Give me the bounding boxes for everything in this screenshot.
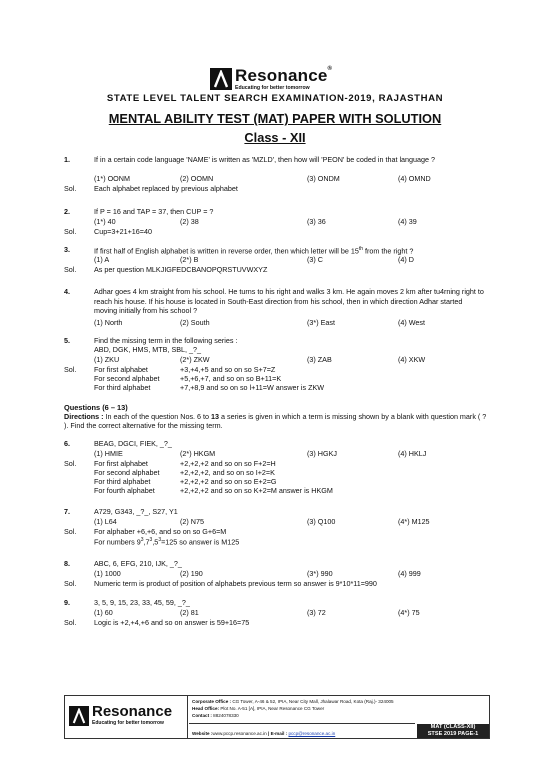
question-6 [0,439,550,499]
question-number: 3. [64,245,70,254]
footer-logo-tagline: Educating for better tomorrow [92,720,164,726]
question-number: 1. [64,155,70,164]
solution-line-label: For first alphabet [94,365,148,374]
solution-text: For numbers $9^3,7^3,5^3=125$ so answer is M125 [94,537,240,547]
option-3: (3) HGKJ [307,449,337,458]
solution-line-value: +5,+6,+7, and so on so B+11=K [180,374,282,383]
website-link[interactable]: www.pccp.resonance.ac.in [212,731,267,736]
badge-class: MAT (CLASS-XII) [430,724,476,730]
solution-label: Sol. [64,618,77,627]
option-3: (3*) East [307,318,335,327]
email-link[interactable]: pccp@resonance.ac.in [288,731,336,736]
solution-label: Sol. [64,227,77,236]
question-7 [0,507,550,547]
solution-line-value: +3,+4,+5 and so on so S+7=Z [180,365,276,374]
page-footer [64,695,490,739]
option-2: (2) N75 [180,517,204,526]
option-4: (4) D [398,255,414,264]
solution-line-label: For fourth alphabet [94,486,155,495]
directions-text: Directions : In each of the question Nos. 6 to 13 a series is given in which a term is missing shown by a blank with question mark ( ? ). Find the correct alternative for the missing term. [64,412,487,430]
option-1: (1) 1000 [94,569,121,578]
solution-label: Sol. [64,579,77,588]
option-2: (2*) ZKW [180,355,210,364]
solution-label: Sol. [64,365,77,374]
question-text: ABC, 6, EFG, 210, IJK, _?_ [94,559,182,568]
solution-text: Logic is +2,+4,+6 and so on answer is 59+16=75 [94,618,250,627]
question-4 [0,287,550,332]
solution-label: Sol. [64,184,77,193]
question-number: 4. [64,287,70,296]
solution-line-label: For third alphabet [94,477,151,486]
option-3: (3) C [307,255,323,264]
option-1: (1*) OONM [94,174,130,183]
solution-line-label: For second alphabet [94,468,160,477]
footer-logo [65,696,188,738]
option-2: (2) South [180,318,210,327]
option-2: (2) 38 [180,217,199,226]
badge-page: STSE 2019 PAGE-1 [427,731,479,737]
option-3: (3) ONDM [307,174,340,183]
corporate-office-line: Corporate Office : CG Tower, A-46 & 52, IPIA, Near City Mall, Jhalawar Road, Kota (Raj.)- 324005 [192,699,394,704]
question-text: A729, G343, _?_, S27, Y1 [94,507,178,516]
solution-line-value: +2,+2,+2, and so on so I+2=K [180,468,275,477]
option-1: (1) L64 [94,517,117,526]
question-3 [0,245,550,275]
footer-contact-block [189,696,415,738]
solution-label: Sol. [64,459,77,468]
option-4: (4) 39 [398,217,417,226]
question-text: If in a certain code language 'NAME' is written as 'MZLD', then how will 'PEON' be coded in that language ? [94,155,436,164]
option-3: (3) 72 [307,608,326,617]
option-4: (4*) M125 [398,517,430,526]
question-2 [0,207,550,237]
option-4: (4*) 75 [398,608,420,617]
question-number: 2. [64,207,70,216]
question-series: ABD, DGK, HMS, MTB, SBL, _?_ [94,345,202,354]
contact-line: Contact : 8824078330 [192,713,239,718]
question-1 [0,155,550,200]
option-3: (3) Q100 [307,517,336,526]
class-heading: Class - XII [244,130,306,145]
solution-text: Each alphabet replaced by previous alphabet [94,184,238,193]
option-2: (2*) B [180,255,199,264]
solution-line-label: For third alphabet [94,383,151,392]
question-text: If P = 16 and TAP = 37, then CUP = ? [94,207,214,216]
option-3: (3) ZAB [307,355,332,364]
solution-line-label: For second alphabet [94,374,160,383]
option-2: (2*) HKGM [180,449,216,458]
option-3: (3) 36 [307,217,326,226]
question-text: BEAG, DGCI, FIEK, _?_ [94,439,172,448]
exam-subheading: STATE LEVEL TALENT SEARCH EXAMINATION-2019, RAJASTHAN [106,93,444,104]
section-title: Questions (6 – 13) [64,403,128,412]
head-office-line: Head Office: Plot No. A-51 [A], IPIA, Near Resonance CG Tower [192,706,325,711]
option-1: (1*) 40 [94,217,116,226]
question-8 [0,559,550,589]
page-title: MENTAL ABILITY TEST (MAT) PAPER WITH SOLUTION [108,111,442,126]
question-text: Adhar goes 4 km straight from his school. He turns to his right and walks 3 km. He again moves 2 km after tu4rning right to reach his house. If his house is located in South-East direction from his school, then in which direction Adhar started moving initially from his school ? [94,287,484,316]
solution-label: Sol. [64,265,77,274]
resonance-logo-icon [210,68,232,90]
option-4: (4) OMND [398,174,431,183]
question-text: If first half of English alphabet is written in reverse order, then which letter will be 15th from the right ? [94,246,414,256]
logo-tagline: Educating for better tomorrow [235,85,310,91]
option-1: (1) ZKU [94,355,120,364]
web-email-line: Website :www.pccp.resonance.ac.in | E-mail : pccp@resonance.ac.in [189,723,415,737]
question-number: 6. [64,439,70,448]
option-3: (3*) 990 [307,569,333,578]
question-number: 5. [64,336,70,345]
resonance-logo-icon [69,706,89,726]
question-number: 9. [64,598,70,607]
option-4: (4) XKW [398,355,426,364]
solution-text: As per question MLKJIGFEDCBANOPQRSTUVWXYZ [94,265,268,274]
solution-line-value: +2,+2,+2 and so on so E+2=G [180,477,277,486]
footer-logo-wordmark: Resonance [92,703,173,720]
option-4: (4) 999 [398,569,421,578]
question-5 [0,336,550,396]
question-text: 3, 5, 9, 15, 23, 33, 45, 59, _?_ [94,598,190,607]
option-2: (2) 190 [180,569,203,578]
option-1: (1) North [94,318,123,327]
solution-line-label: For first alphabet [94,459,148,468]
option-4: (4) HKLJ [398,449,427,458]
solution-line-value: +2,+2,+2 and so on so F+2=H [180,459,276,468]
solution-text: For alphaber +6,+6, and so on so G+6=M [94,527,227,536]
solution-text: Cup=3+21+16=40 [94,227,152,236]
resonance-logo [210,68,340,96]
question-9 [0,598,550,628]
question-number: 7. [64,507,70,516]
question-text: Find the missing term in the following series : [94,336,238,345]
footer-page-badge [417,724,489,738]
question-number: 8. [64,559,70,568]
option-1: (1) HMIE [94,449,123,458]
option-1: (1) A [94,255,110,264]
option-1: (1) 60 [94,608,113,617]
logo-wordmark: Resonance® [235,66,333,85]
option-4: (4) West [398,318,426,327]
solution-label: Sol. [64,527,77,536]
solution-line-value: +2,+2,+2 and so on so K+2=M answer is HKGM [180,486,333,495]
option-2: (2) OOMN [180,174,214,183]
solution-text: Numeric term is product of position of alphabets previous term so answer is 9*10*11=990 [94,579,377,588]
directions-section [0,403,550,433]
option-2: (2) 81 [180,608,199,617]
solution-line-value: +7,+8,9 and so on so l+11=W answer is ZKW [180,383,325,392]
